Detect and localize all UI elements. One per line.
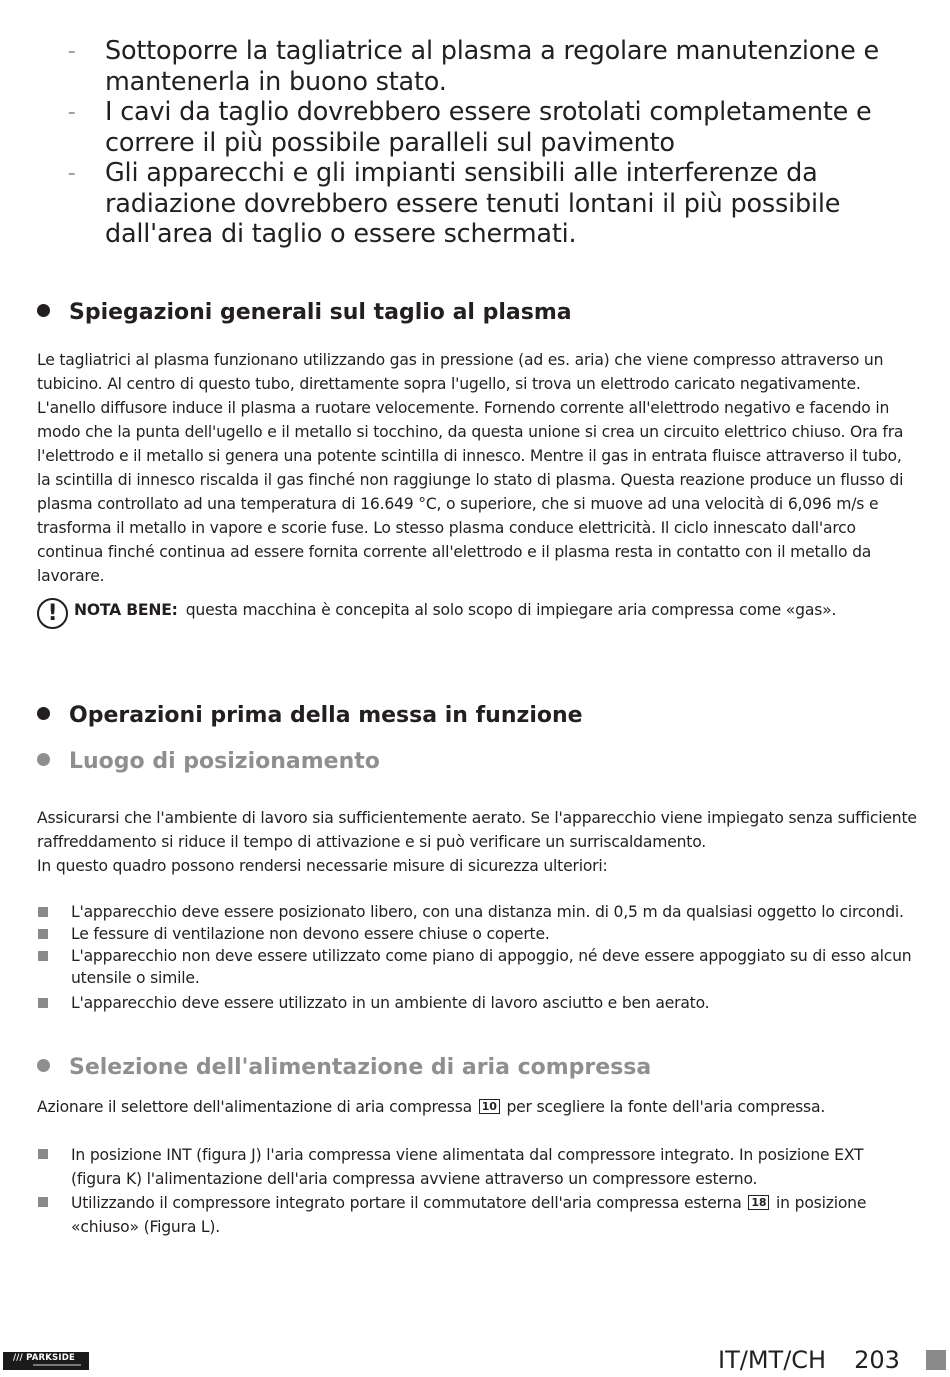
list-item <box>37 992 917 1014</box>
brand-logo <box>3 1352 89 1370</box>
bullet-dot-icon <box>37 753 50 766</box>
placement-paragraph <box>37 806 917 878</box>
subsection-heading-text: Selezione dell'alimentazione di aria compressa <box>69 1055 652 1080</box>
note-label: NOTA BENE: <box>74 601 178 619</box>
paragraph-text: Azionare il selettore dell'alimentazione di aria compressa <box>37 1098 472 1116</box>
logo-underline <box>33 1364 81 1366</box>
page-footer <box>718 1345 900 1375</box>
paragraph-text: Assicurarsi che l'ambiente di lavoro sia sufficientemente aerato. Se l'apparecchio viene impiegato senza sufficiente raffreddamento si riduce il tempo di attivazione e si può verificare un surriscaldamento. <box>37 809 917 851</box>
subsection-heading-air-supply <box>37 1054 651 1082</box>
list-item-text: Le fessure di ventilazione non devono essere chiuse o coperte. <box>71 925 550 943</box>
list-item-text: In posizione INT (figura J) l'aria compressa viene alimentata dal compressore integrato. In posizione EXT (figura K) l'alimentazione dell'aria compressa avviene attraverso un compressore esterno. <box>71 1146 864 1188</box>
brand-logo-text: /// PARKSIDE <box>13 1353 75 1363</box>
square-bullet-icon <box>38 1197 48 1207</box>
list-item <box>68 97 908 158</box>
list-item-text: L'apparecchio deve essere utilizzato in un ambiente di lavoro asciutto e ben aerato. <box>71 994 710 1012</box>
part-reference-badge: 18 <box>748 1195 769 1210</box>
list-item <box>68 158 908 250</box>
list-item <box>68 36 908 97</box>
note-box <box>37 598 917 629</box>
subsection-heading-text: Luogo di posizionamento <box>69 749 380 774</box>
list-item-text: L'apparecchio deve essere posizionato libero, con una distanza min. di 0,5 m da qualsiasi oggetto lo circondi. <box>71 903 904 921</box>
square-bullet-icon <box>38 929 48 939</box>
paragraph-text: In questo quadro possono rendersi necessarie misure di sicurezza ulteriori: <box>37 857 608 875</box>
note-text: questa macchina è concepita al solo scopo di impiegare aria compressa come «gas». <box>185 601 837 619</box>
list-item <box>37 901 917 923</box>
list-item-text: in posizione «chiuso» (Figura L). <box>71 1194 867 1236</box>
section-heading-plasma-explanation <box>37 299 572 327</box>
dash-bullet: – <box>68 42 76 60</box>
bullet-dot-icon <box>37 304 50 317</box>
section-heading-before-use <box>37 702 583 730</box>
list-item <box>37 945 917 989</box>
square-bullet-icon <box>38 1149 48 1159</box>
language-code: IT/MT/CH <box>718 1346 827 1374</box>
plasma-explanation-paragraph: Le tagliatrici al plasma funzionano utilizzando gas in pressione (ad es. aria) che viene compresso attraverso un tubicino. Al centro di questo tubo, direttamente sopra l'ugello, si trova un elettrodo caricato negativamente. L'anello diffusore induce il plasma a ruotare velocemente. Fornendo corrente all'elettrodo negativo e facendo in modo che la punta dell'ugello e il metallo si tocchino, da questa unione si crea un circuito elettrico chiuso. Ora fra l'elettrodo e il metallo si genera una potente scintilla di innesco. Mentre il gas in entrata fluisce attraverso il tubo, la scintilla di innesco riscalda il gas finché non raggiunge lo stato di plasma. Questa reazione produce un flusso di plasma controllato ad una temperatura di 16.649 °C, o superiore, che si muove ad una velocità di 6,096 m/s e trasforma il metallo in vapore e scorie fuse. Lo stesso plasma conduce elettricità. Il ciclo innescato dall'arco continua finché continua ad essere fornita corrente all'elettrodo e il plasma resta in contatto con il metallo da lavorare. <box>37 351 904 585</box>
page-number: 203 <box>854 1346 900 1374</box>
subsection-heading-placement <box>37 748 380 776</box>
bullet-dot-icon <box>37 707 50 720</box>
list-item-text: I cavi da taglio dovrebbero essere srotolati completamente e correre il più possibile paralleli sul pavimento <box>105 97 872 158</box>
exclamation-icon: ! <box>37 598 68 629</box>
square-bullet-icon <box>38 907 48 917</box>
bullet-dot-icon <box>37 1059 50 1072</box>
dash-bullet: – <box>68 164 76 182</box>
section-heading-text: Spiegazioni generali sul taglio al plasma <box>69 300 572 325</box>
paragraph-text: per scegliere la fonte dell'aria compressa. <box>506 1098 826 1116</box>
footer-square-marker <box>926 1350 946 1370</box>
intro-dash-list <box>68 36 908 250</box>
section-heading-text: Operazioni prima della messa in funzione <box>69 703 583 728</box>
air-supply-list <box>37 1143 917 1239</box>
dash-bullet: – <box>68 103 76 121</box>
list-item <box>37 1191 917 1239</box>
list-item-text: Sottoporre la tagliatrice al plasma a regolare manutenzione e mantenerla in buono stato. <box>105 36 880 97</box>
part-reference-badge: 10 <box>479 1099 500 1114</box>
list-item <box>37 923 917 945</box>
list-item-text: Utilizzando il compressore integrato portare il commutatore dell'aria compressa esterna <box>71 1194 742 1212</box>
placement-list <box>37 901 917 1014</box>
square-bullet-icon <box>38 951 48 961</box>
air-supply-paragraph <box>37 1095 917 1119</box>
list-item <box>37 1143 917 1191</box>
list-item-text: L'apparecchio non deve essere utilizzato come piano di appoggio, né deve essere appoggiato su di esso alcun utensile o simile. <box>71 947 912 987</box>
square-bullet-icon <box>38 998 48 1008</box>
list-item-text: Gli apparecchi e gli impianti sensibili alle interferenze da radiazione dovrebbero essere tenuti lontani il più possibile dall'area di taglio o essere schermati. <box>105 158 841 249</box>
